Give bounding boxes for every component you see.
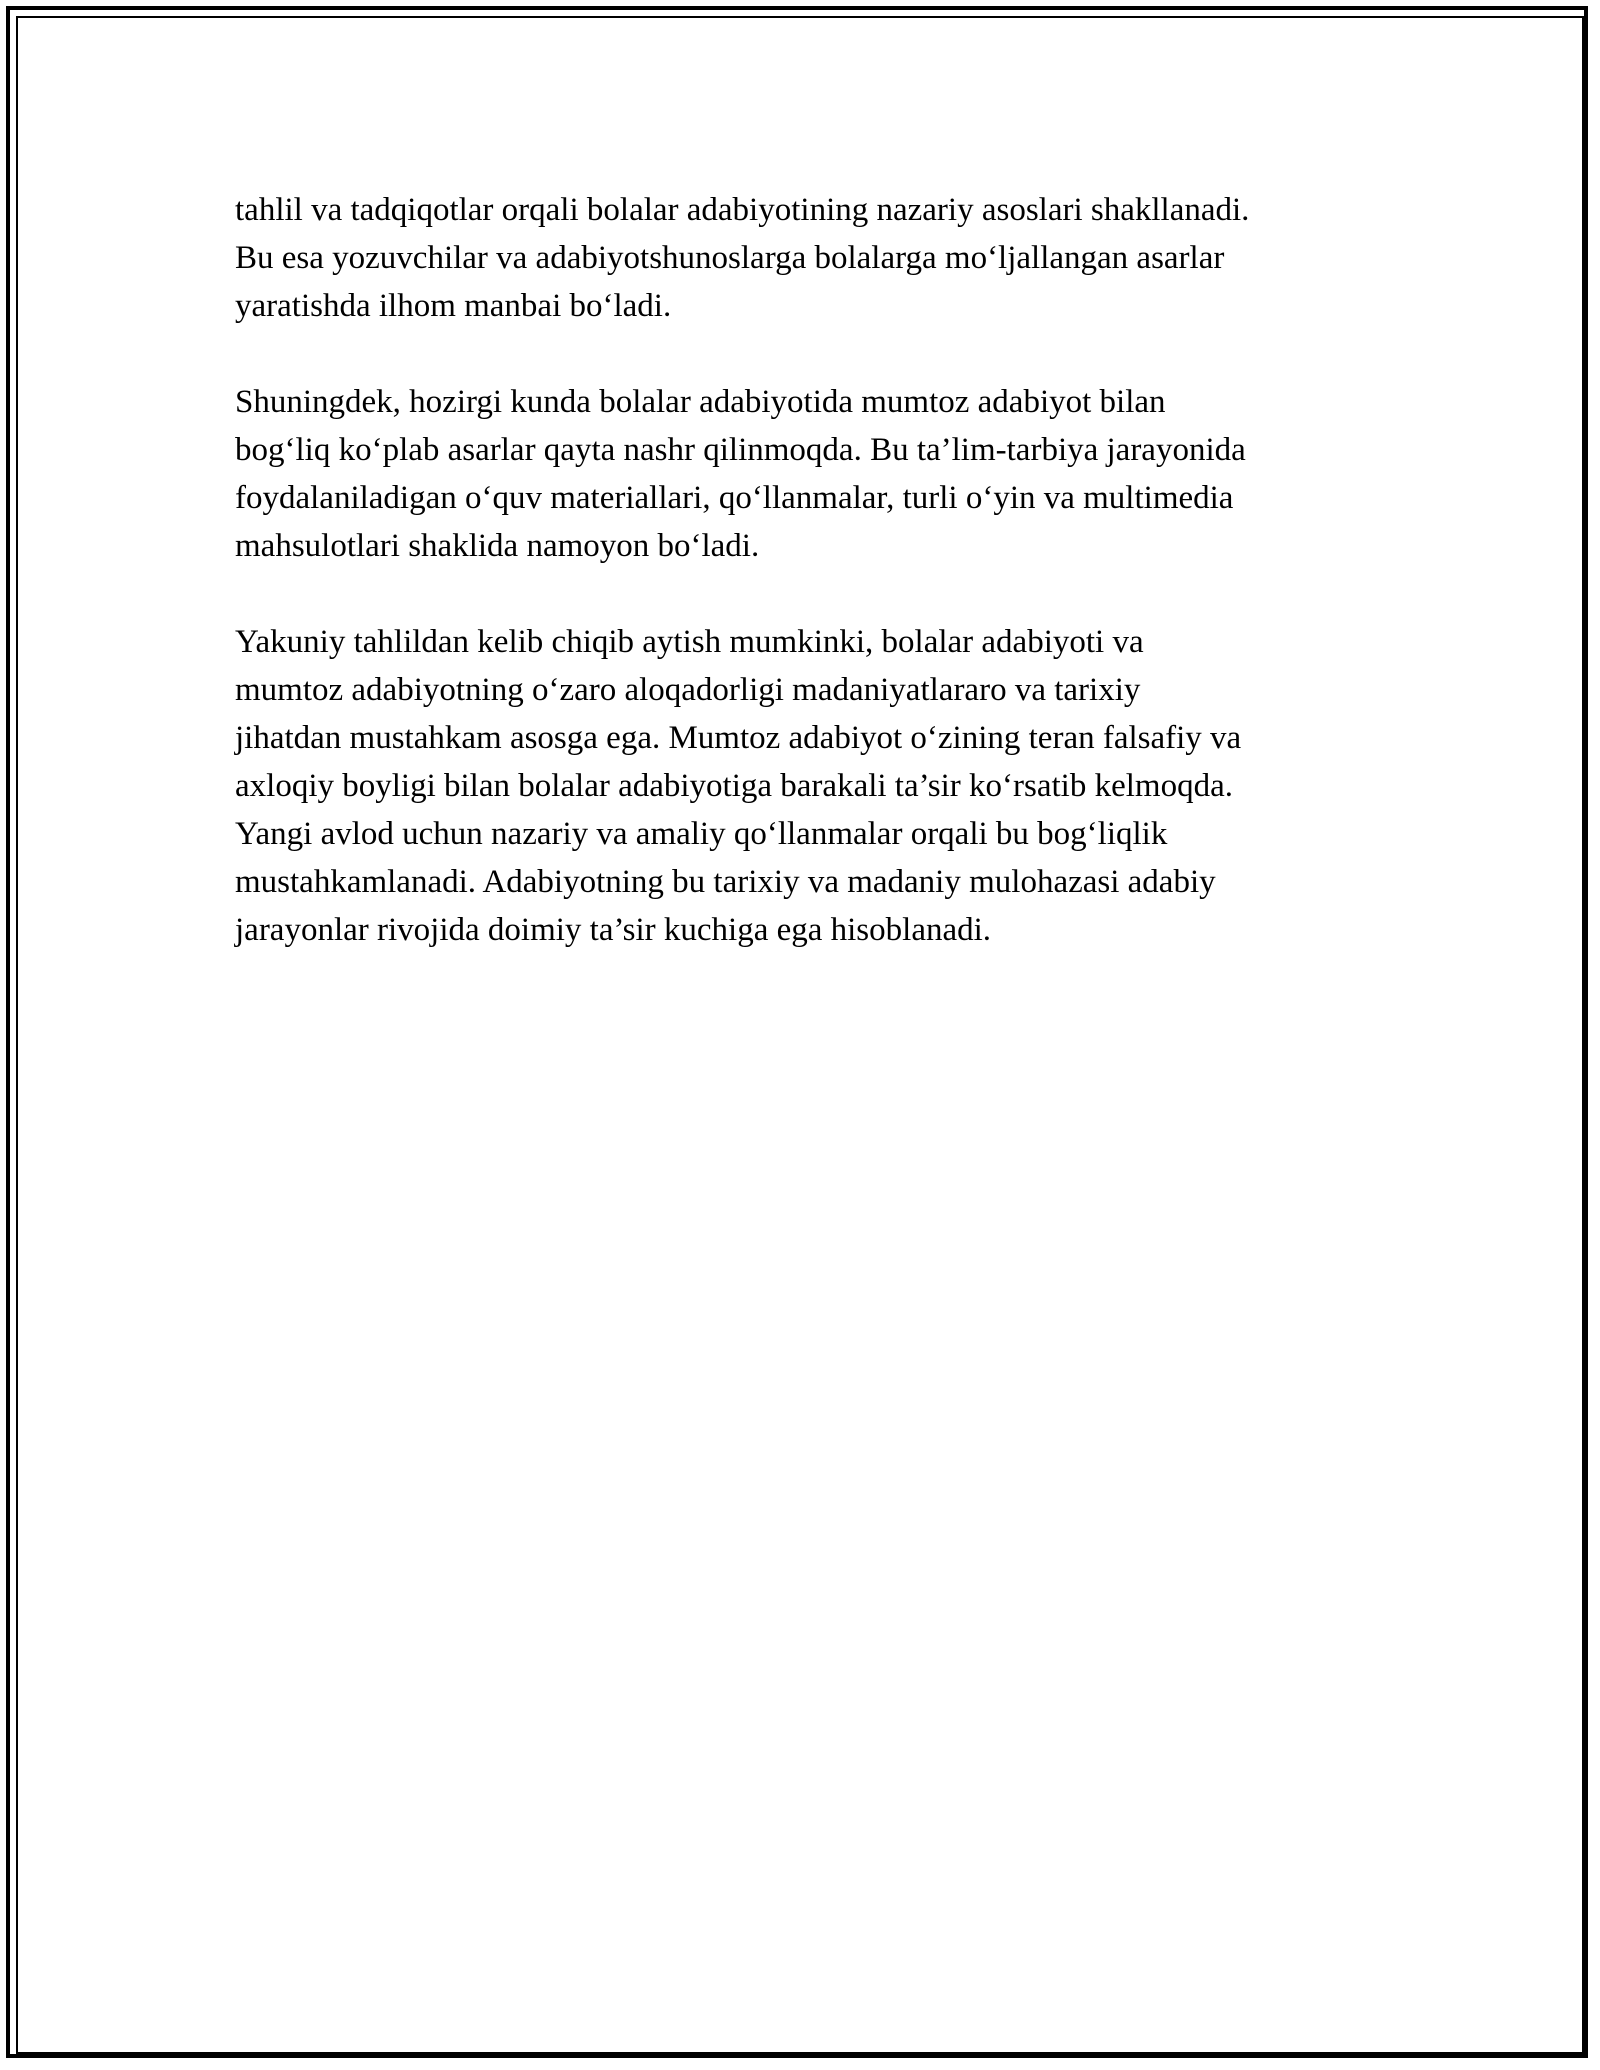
text-line: axloqiy boyligi bilan bolalar adabiyotiga barakali ta’sir ko‘rsatib kelmoqda.: [235, 768, 1233, 804]
paragraph-1: [235, 186, 1375, 330]
text-line: foydalaniladigan o‘quv materiallari, qo‘llanmalar, turli o‘yin va multimedia: [235, 480, 1234, 516]
text-line: mumtoz adabiyotning o‘zaro aloqadorligi madaniyatlararo va tarixiy: [235, 672, 1141, 708]
text-line: tahlil va tadqiqotlar orqali bolalar adabiyotining nazariy asoslari shakllanadi.: [235, 192, 1250, 228]
paragraph-3: [235, 618, 1375, 954]
text-line: Shuningdek, hozirgi kunda bolalar adabiyotida mumtoz adabiyot bilan: [235, 384, 1166, 420]
text-line: jarayonlar rivojida doimiy ta’sir kuchiga ega hisoblanadi.: [235, 912, 992, 948]
text-line: mahsulotlari shaklida namoyon bo‘ladi.: [235, 528, 760, 564]
text-line: bog‘liq ko‘plab asarlar qayta nashr qilinmoqda. Bu ta’lim-tarbiya jarayonida: [235, 432, 1246, 468]
text-line: mustahkamlanadi. Adabiyotning bu tarixiy va madaniy mulohazasi adabiy: [235, 864, 1216, 900]
text-line: yaratishda ilhom manbai bo‘ladi.: [235, 288, 672, 324]
paragraph-2: [235, 378, 1375, 570]
document-body: [235, 186, 1375, 1002]
text-line: jihatdan mustahkam asosga ega. Mumtoz adabiyot o‘zining teran falsafiy va: [235, 720, 1242, 756]
text-line: Yakuniy tahlildan kelib chiqib aytish mumkinki, bolalar adabiyoti va: [235, 624, 1144, 660]
text-line: Yangi avlod uchun nazariy va amaliy qo‘llanmalar orqali bu bog‘liqlik: [235, 816, 1168, 852]
text-line: Bu esa yozuvchilar va adabiyotshunoslarga bolalarga mo‘ljallangan asarlar: [235, 240, 1225, 276]
